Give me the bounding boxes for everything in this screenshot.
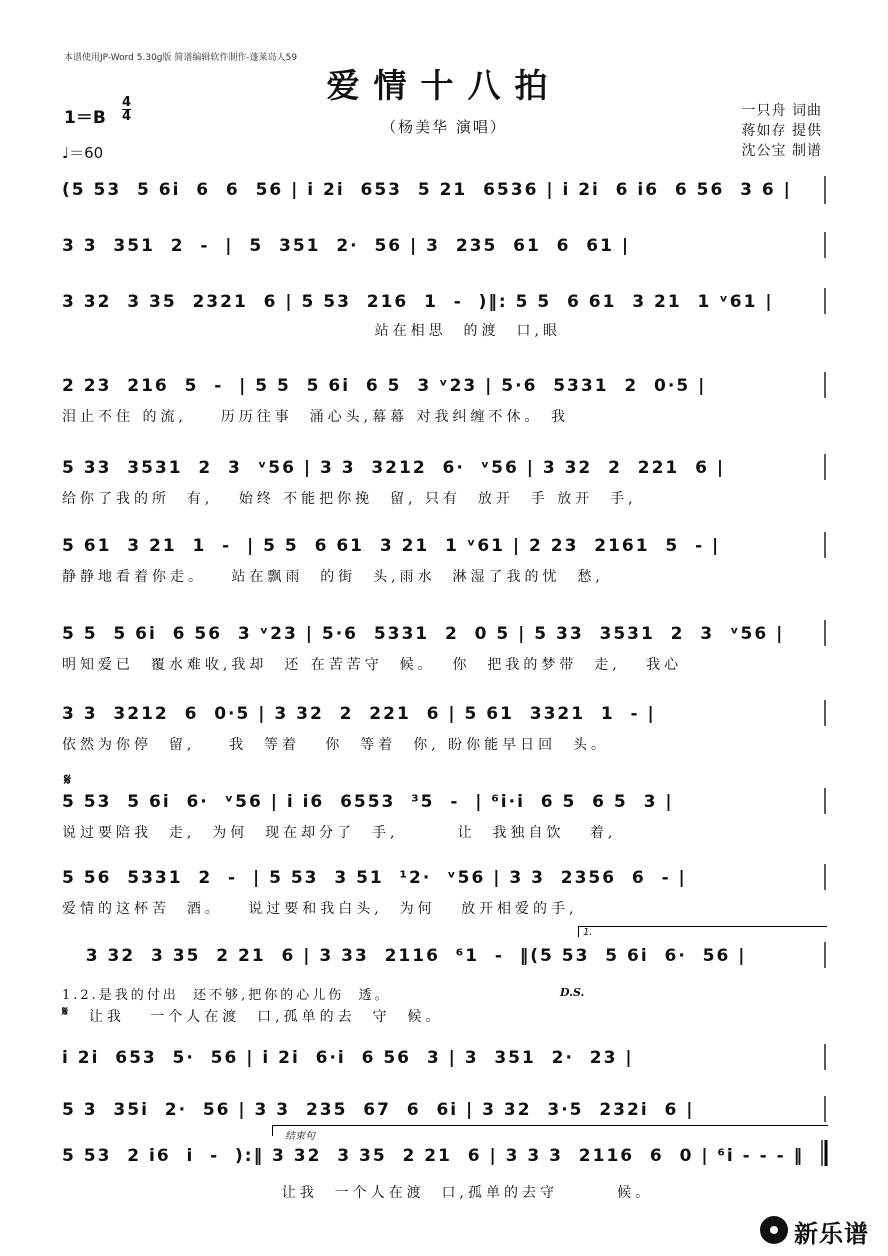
score-line-14: 5 53 2 i6 i - ):‖ 3 32 3 35 2 21 6 | 3 3 3 2116 6 0 | ⁶i - - - ‖ bbox=[62, 1146, 805, 1166]
volta-1-label: 1. bbox=[583, 927, 593, 938]
coda-label: 结束句 bbox=[285, 1131, 315, 1142]
score-line-12: i 2i 653 5· 56 | i 2i 6·i 6 56 3 | 3 351 2· 23 | bbox=[62, 1048, 634, 1068]
site-logo-text: 新乐谱 bbox=[794, 1220, 869, 1248]
score-line-5: 5 33 3531 2 3 ᵛ56 | 3 3 3212 6· ᵛ56 | 3 32 2 221 6 | bbox=[62, 458, 726, 478]
coda-bracket bbox=[272, 1125, 828, 1142]
singer-credit: （杨美华 演唱） bbox=[381, 118, 507, 136]
score-line-1: (5 53 5 6i 6 6 56 | i 2i 653 5 21 6536 | i 2i 6 i6 6 56 3 6 | bbox=[62, 180, 792, 200]
score-line-11: 3 32 3 35 2 21 6 | 3 33 2116 ⁶1 - ‖(5 53 5 6i 6· 56 | bbox=[62, 946, 747, 966]
volta-1-bracket bbox=[578, 926, 827, 937]
ds-mark: D.S. bbox=[560, 986, 585, 999]
score-line-7: 5 5 5 6i 6 56 3 ᵛ23 | 5·6 5331 2 0 5 | 5 33 3531 2 3 ᵛ56 | bbox=[62, 624, 785, 644]
lyric-line-11b: 让我 一个人在渡 口,孤单的去 守 候。 bbox=[72, 1009, 444, 1025]
credit-transcriber: 沈公宝 制谱 bbox=[741, 143, 822, 159]
segno-mark: 𝄋 bbox=[64, 770, 71, 789]
time-signature bbox=[122, 96, 131, 123]
time-signature-top: 4 bbox=[122, 95, 132, 110]
song-title: 爱情十八拍 bbox=[326, 66, 562, 105]
credit-provider: 蒋如存 提供 bbox=[741, 123, 822, 139]
lyric-line-7: 明知爱已 覆水难收,我却 还 在苦苦守 候。 你 把我的梦带 走, 我心 bbox=[62, 657, 683, 673]
lyric-line-5: 给你了我的所 有, 始终 不能把你挽 留, 只有 放开 手 放开 手, bbox=[62, 491, 637, 507]
score-line-3: 3 32 3 35 2321 6 | 5 53 216 1 - )‖: 5 5 6 61 3 21 1 ᵛ61 | bbox=[62, 292, 774, 312]
vinyl-record-icon bbox=[760, 1216, 788, 1244]
lyric-line-6: 静静地看着你走。 站在飘雨 的街 头,雨水 淋湿了我的忧 愁, bbox=[62, 569, 604, 585]
score-line-10: 5 56 5331 2 - | 5 53 3 51 ¹2· ᵛ56 | 3 3 2356 6 - | bbox=[62, 868, 687, 888]
score-line-13: 5 3 35i 2· 56 | 3 3 235 67 6 6i | 3 32 3·5 232i 6 | bbox=[62, 1100, 695, 1120]
lyric-line-11a: 1.2.是我的付出 还不够,把你的心儿伤 透。 bbox=[62, 988, 391, 1003]
credits bbox=[742, 101, 822, 161]
time-signature-bottom: 4 bbox=[122, 109, 132, 124]
editor-note: 本谱使用JP-Word 5.30g版 简谱编辑软件制作-蓬莱岛人59 bbox=[64, 53, 298, 63]
key-signature: 1＝B bbox=[64, 108, 106, 128]
score-line-4: 2 23 216 5 - | 5 5 5 6i 6 5 3 ᵛ23 | 5·6 5331 2 0·5 | bbox=[62, 376, 707, 396]
credit-lyrics-music: 一只舟 词曲 bbox=[741, 103, 822, 119]
score-line-6: 5 61 3 21 1 - | 5 5 6 61 3 21 1 ᵛ61 | 2 23 2161 5 - | bbox=[62, 536, 721, 556]
lyric-line-10: 爱情的这杯苦 酒。 说过要和我白头, 为何 放开相爱的手, bbox=[62, 901, 578, 917]
lyric-line-8: 依然为你停 留, 我 等着 你 等着 你, 盼你能早日回 头。 bbox=[62, 737, 610, 753]
site-logo bbox=[760, 1212, 884, 1248]
lyric-line-3: 站在相思 的渡 口,眼 bbox=[62, 323, 561, 339]
segno-lyric-prefix: 𝄋 bbox=[62, 1004, 69, 1020]
lyric-line-14: 让我 一个人在渡 口,孤单的去守 候。 bbox=[62, 1185, 654, 1201]
lyric-line-9: 说过要陪我 走, 为何 现在却分了 手, 让 我独自饮 着, bbox=[62, 825, 617, 841]
lyric-line-4: 泪止不住 的流, 历历往事 涌心头,幕幕 对我纠缠不休。 我 bbox=[62, 409, 569, 425]
score-line-9: 5 53 5 6i 6· ᵛ56 | i i6 6553 ³5 - | ⁶i·i 6 5 6 5 3 | bbox=[62, 792, 674, 812]
score-line-2: 3 3 351 2 - | 5 351 2· 56 | 3 235 61 6 61 | bbox=[62, 236, 631, 256]
tempo-mark: ♩＝60 bbox=[62, 144, 104, 162]
score-line-8: 3 3 3212 6 0·5 | 3 32 2 221 6 | 5 61 3321 1 - | bbox=[62, 704, 656, 724]
